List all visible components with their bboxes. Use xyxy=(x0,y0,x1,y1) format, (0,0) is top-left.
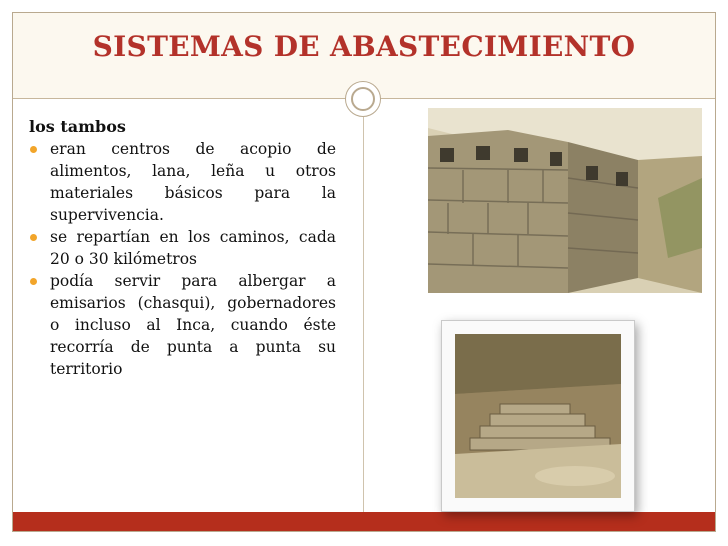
slide-title: SISTEMAS DE ABASTECIMIENTO xyxy=(92,30,636,63)
bullet-text: podía servir para albergar a emisarios (chasqui), gobernadores o incluso al Inca, cuando éste recorría de punta a punta su territorio xyxy=(50,272,336,378)
column-divider xyxy=(363,117,364,512)
list-item xyxy=(29,138,336,226)
list-item xyxy=(29,226,336,270)
ruins-photo xyxy=(441,320,635,512)
section-subtitle: los tambos xyxy=(29,117,126,136)
bullet-dot-icon xyxy=(30,278,37,285)
text-column xyxy=(29,116,336,380)
bullet-dot-icon xyxy=(30,146,37,153)
bullet-text: eran centros de acopio de alimentos, lana, leña u otros materiales básicos para la supervivencia. xyxy=(50,140,336,224)
bullet-text: se repartían en los caminos, cada 20 o 30 kilómetros xyxy=(50,228,336,268)
circle-ornament-icon xyxy=(345,81,381,117)
footer-bar xyxy=(13,512,715,531)
list-item xyxy=(29,270,336,380)
bullet-dot-icon xyxy=(30,234,37,241)
bullet-list xyxy=(29,138,336,380)
stone-wall-photo xyxy=(428,108,702,293)
